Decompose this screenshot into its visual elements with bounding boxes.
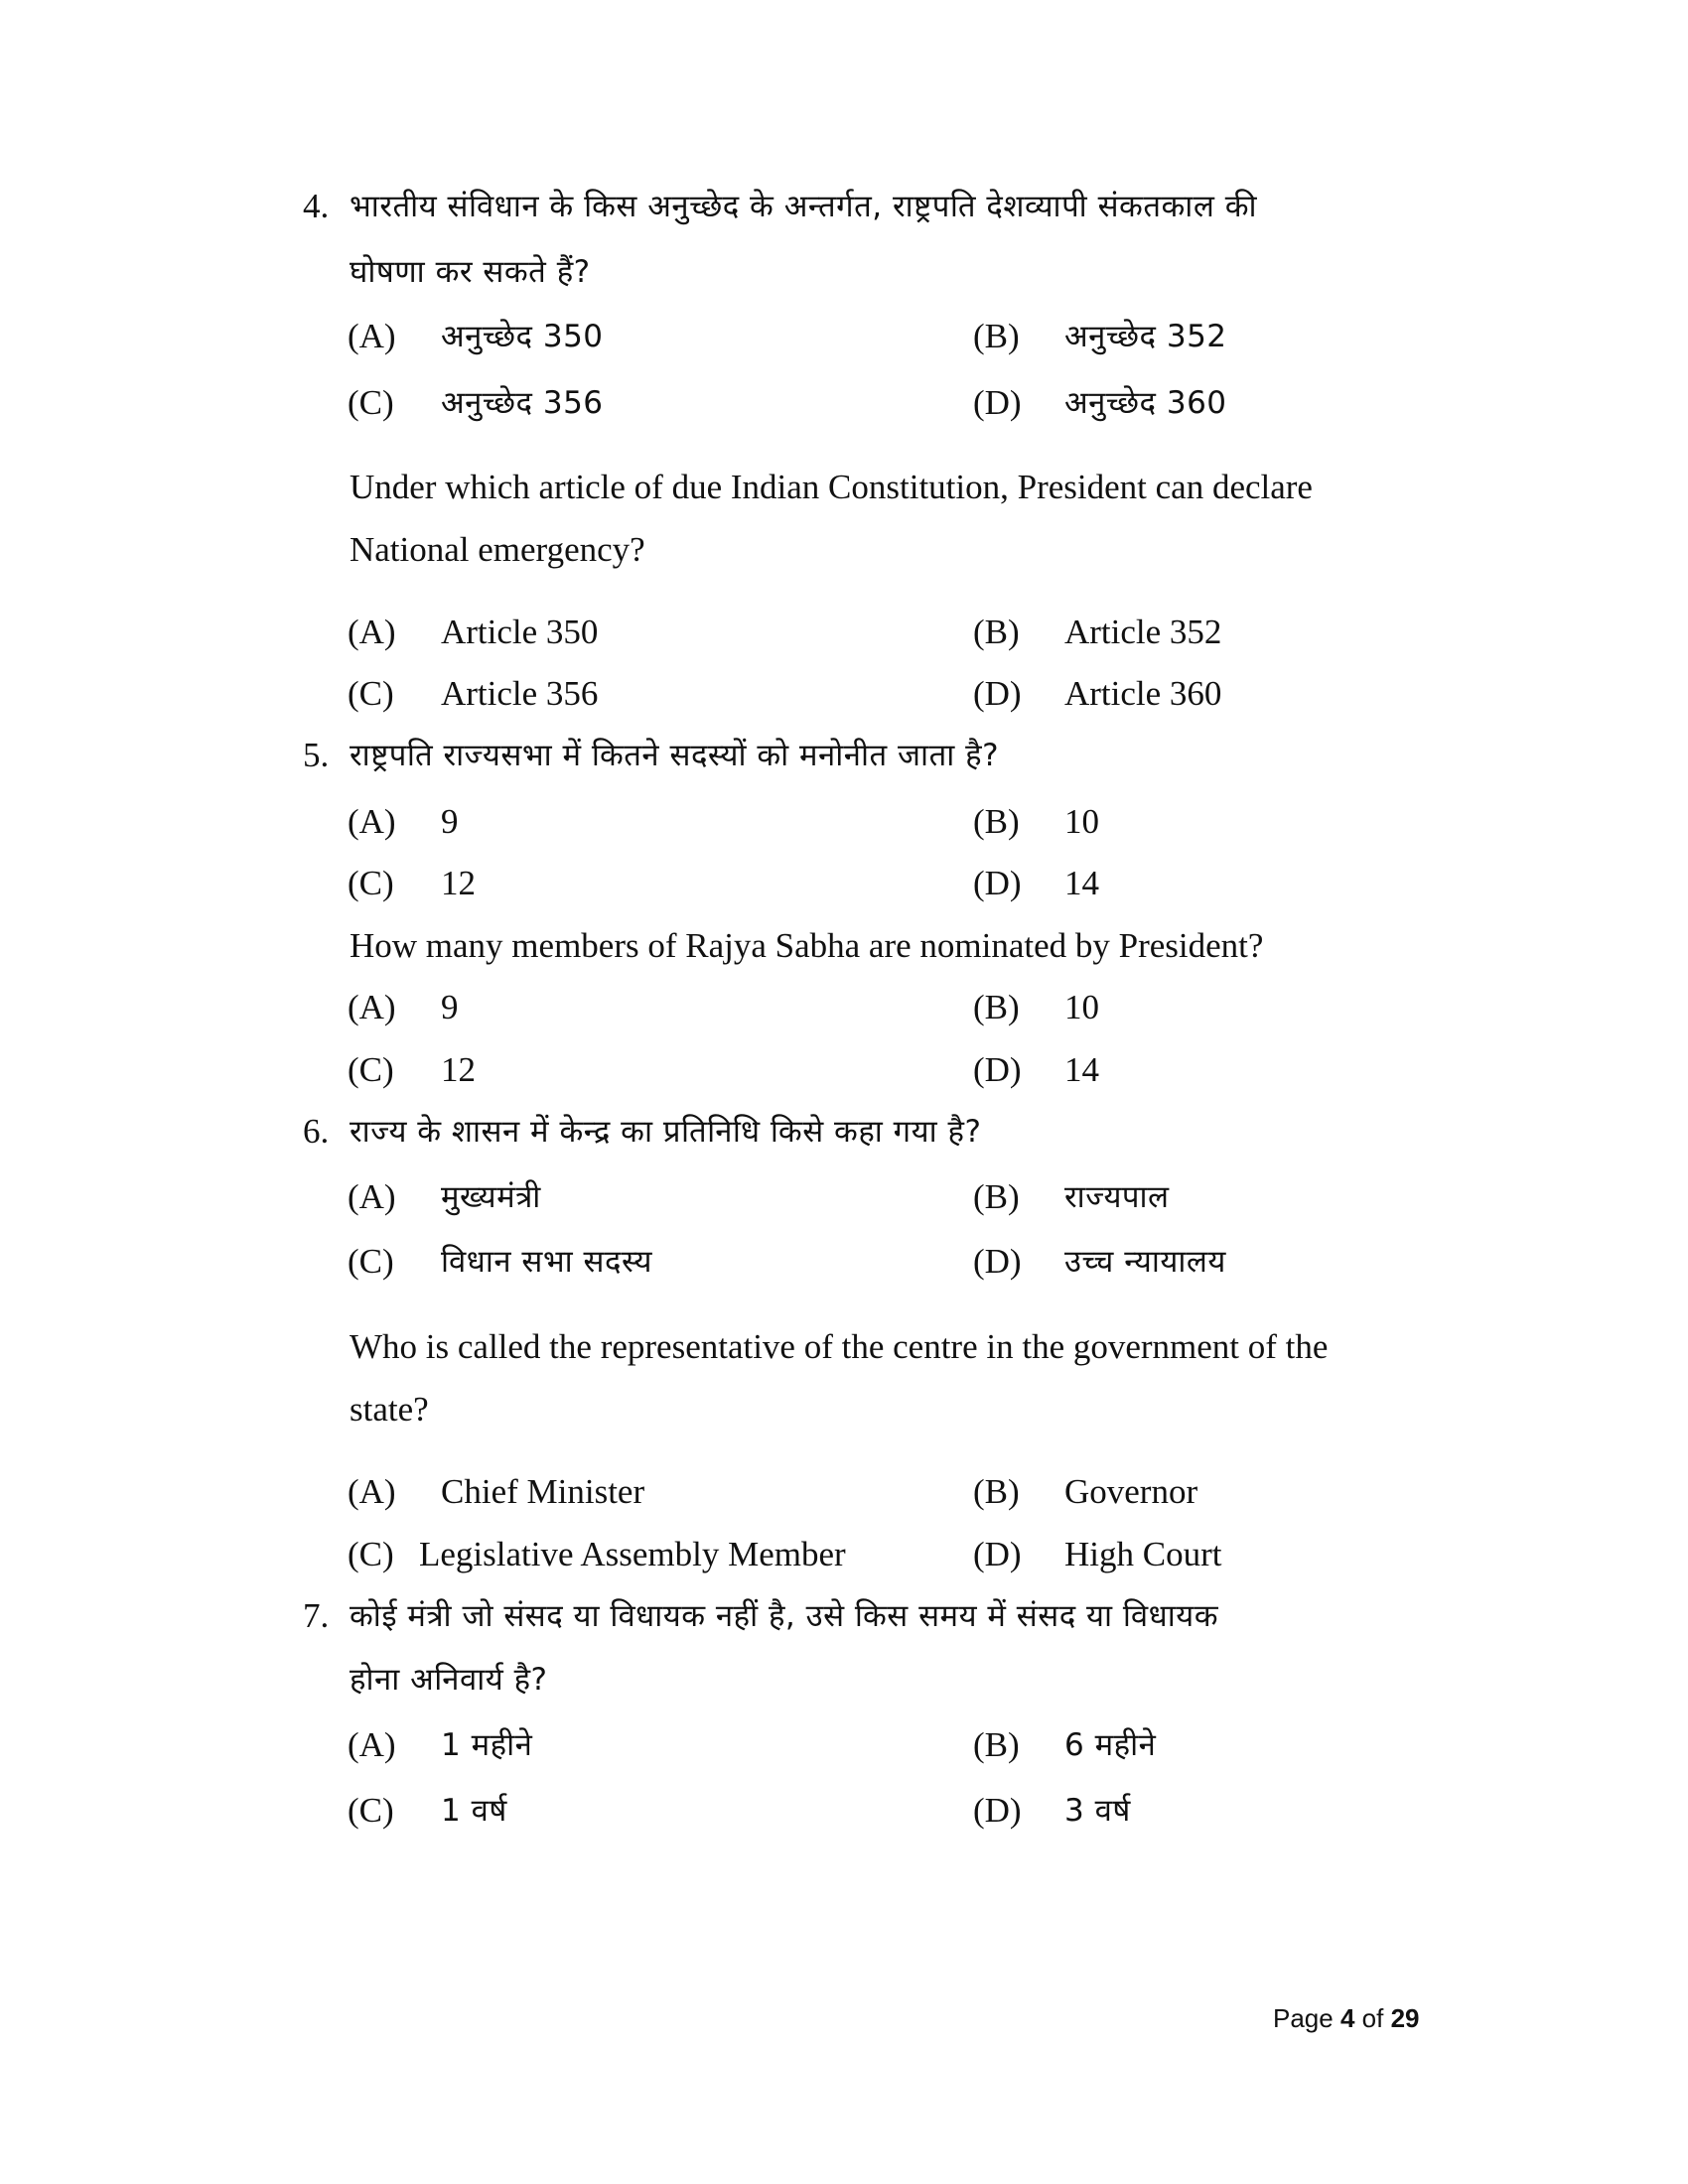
question-text-hindi: भारतीय संविधान के किस अनुच्छेद के अन्तर्गत, राष्ट्रपति देशव्यापी संकतकाल की	[350, 189, 1258, 224]
option-text: उच्च न्यायालय	[1064, 1244, 1226, 1280]
option-letter: (A)	[348, 1725, 396, 1764]
question-text-hindi: घोषणा कर सकते हैं?	[350, 254, 591, 290]
option-letter: (D)	[973, 1050, 1022, 1089]
option-letter: (A)	[348, 988, 396, 1026]
option-text: 12	[441, 1050, 476, 1089]
option-text: अनुच्छेद 352	[1064, 319, 1227, 354]
option-text: 14	[1064, 864, 1099, 902]
option-letter: (C)	[348, 1050, 394, 1089]
question-number: 5.	[303, 736, 330, 774]
option-text: Article 360	[1064, 674, 1222, 713]
option-text: 1 महीने	[441, 1727, 533, 1763]
question-text-hindi: कोई मंत्री जो संसद या विधायक नहीं है, उसे किस समय में संसद या विधायक	[350, 1598, 1219, 1634]
option-text: अनुच्छेद 356	[441, 385, 604, 421]
question-number: 6.	[303, 1112, 330, 1151]
option-letter: (B)	[973, 613, 1020, 651]
option-text: Article 352	[1064, 613, 1222, 651]
option-letter: (A)	[348, 317, 396, 355]
question-text-english: state?	[350, 1390, 429, 1429]
option-text: 6 महीने	[1064, 1727, 1157, 1763]
option-text: अनुच्छेद 360	[1064, 385, 1227, 421]
option-letter: (B)	[973, 988, 1020, 1026]
option-text: 14	[1064, 1050, 1099, 1089]
question-text-english: Who is called the representative of the centre in the government of the	[350, 1327, 1329, 1366]
option-text: 1 वर्ष	[441, 1793, 507, 1829]
page-total: 29	[1390, 2003, 1420, 2033]
question-text-english: How many members of Rajya Sabha are nominated by President?	[350, 926, 1264, 965]
page-label: Page	[1273, 2003, 1334, 2033]
option-letter: (C)	[348, 1791, 394, 1830]
option-text: Legislative Assembly Member	[419, 1535, 846, 1573]
option-letter: (B)	[973, 1725, 1020, 1764]
option-letter: (B)	[973, 802, 1020, 841]
option-text: 9	[441, 802, 459, 841]
option-text: Chief Minister	[441, 1472, 645, 1511]
option-text: 3 वर्ष	[1064, 1793, 1131, 1829]
option-letter: (D)	[973, 674, 1022, 713]
option-letter: (C)	[348, 383, 394, 422]
option-text: High Court	[1064, 1535, 1222, 1573]
question-number: 7.	[303, 1596, 330, 1635]
option-letter: (C)	[348, 674, 394, 713]
option-text: Governor	[1064, 1472, 1198, 1511]
question-text-english: Under which article of due Indian Constitution, President can declare	[350, 468, 1313, 506]
option-letter: (A)	[348, 1472, 396, 1511]
question-text-hindi: राज्य के शासन में केन्द्र का प्रतिनिधि किसे कहा गया है?	[350, 1114, 982, 1150]
option-text: अनुच्छेद 350	[441, 319, 604, 354]
option-text: विधान सभा सदस्य	[441, 1244, 653, 1280]
option-text: Article 356	[441, 674, 599, 713]
page-of: of	[1361, 2003, 1384, 2033]
option-letter: (A)	[348, 613, 396, 651]
option-text: 9	[441, 988, 459, 1026]
option-text: 10	[1064, 988, 1099, 1026]
option-letter: (C)	[348, 1242, 394, 1281]
option-letter: (D)	[973, 1791, 1022, 1830]
option-text: मुख्यमंत्री	[441, 1179, 541, 1215]
option-letter: (D)	[973, 1242, 1022, 1281]
page-number-footer	[1273, 2003, 1420, 2034]
page-current: 4	[1339, 2003, 1355, 2033]
option-text: 10	[1064, 802, 1099, 841]
option-letter: (A)	[348, 802, 396, 841]
option-text: 12	[441, 864, 476, 902]
question-text-hindi: राष्ट्रपति राज्यसभा में कितने सदस्यों को मनोनीत जाता है?	[350, 738, 1000, 773]
question-number: 4.	[303, 187, 330, 225]
option-letter: (D)	[973, 864, 1022, 902]
option-letter: (B)	[973, 1177, 1020, 1216]
option-letter: (B)	[973, 1472, 1020, 1511]
question-text-hindi: होना अनिवार्य है?	[350, 1662, 548, 1698]
option-letter: (D)	[973, 383, 1022, 422]
option-letter: (C)	[348, 864, 394, 902]
option-letter: (C)	[348, 1535, 394, 1573]
option-letter: (A)	[348, 1177, 396, 1216]
option-letter: (B)	[973, 317, 1020, 355]
option-text: राज्यपाल	[1064, 1179, 1170, 1215]
option-text: Article 350	[441, 613, 599, 651]
question-text-english: National emergency?	[350, 530, 645, 569]
option-letter: (D)	[973, 1535, 1022, 1573]
